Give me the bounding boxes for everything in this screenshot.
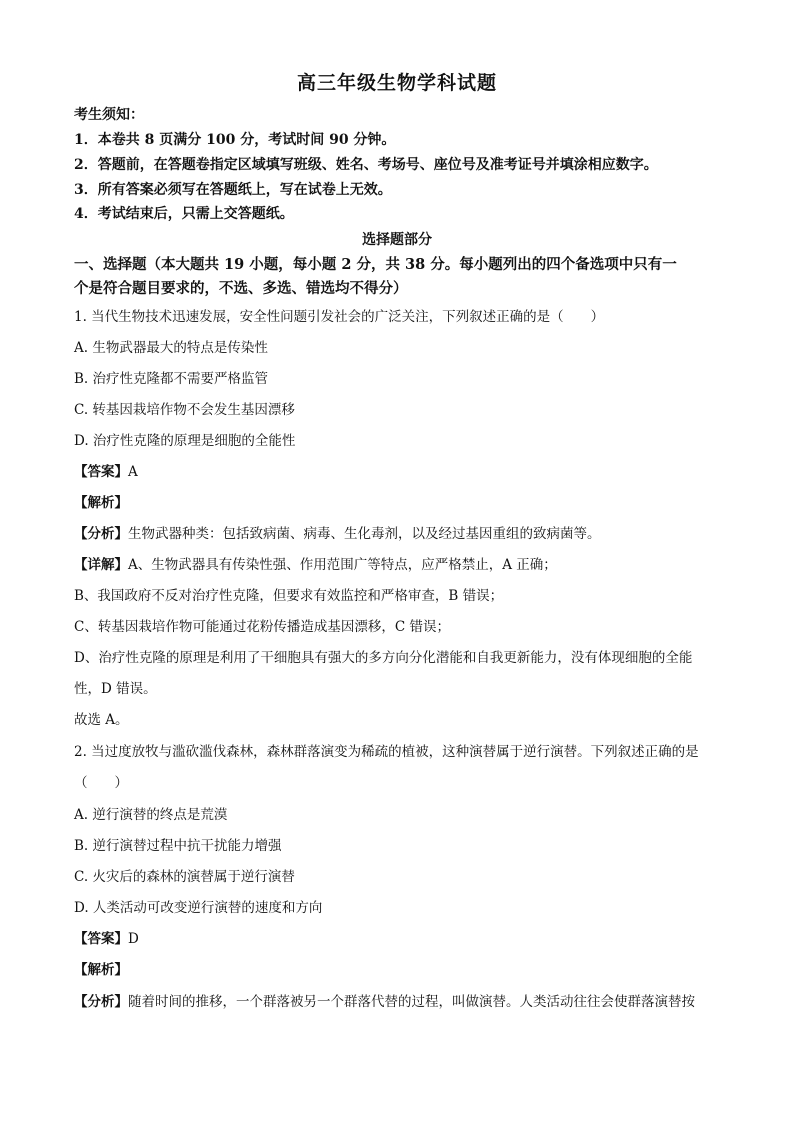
q2-stem-line-1: 2. 当过度放牧与滥砍滥伐森林，森林群落演变为稀疏的植被，这种演替属于逆行演替。下列叙述正确的是 xyxy=(74,744,699,760)
q2-option-d: D. 人类活动可改变逆行演替的速度和方向 xyxy=(74,900,323,916)
answer-value: D xyxy=(128,931,139,947)
fenxi-tag: 【分析】 xyxy=(74,526,128,542)
q1-option-a: A. 生物武器最大的特点是传染性 xyxy=(74,340,268,356)
page-title: 高三年级生物学科试题 xyxy=(296,72,497,94)
q2-option-c: C. 火灾后的森林的演替属于逆行演替 xyxy=(74,869,295,885)
notice-item-4: 4．考试结束后，只需上交答题纸。 xyxy=(74,206,294,222)
notice-item-1: 1．本卷共 8 页满分 100 分，考试时间 90 分钟。 xyxy=(74,132,396,148)
q2-fenxi xyxy=(74,990,734,1014)
xiangjie-tag: 【详解】 xyxy=(74,557,128,573)
analysis-tag: 【解析】 xyxy=(74,495,128,511)
q2-option-b: B. 逆行演替过程中抗干扰能力增强 xyxy=(74,838,282,854)
answer-tag: 【答案】 xyxy=(74,464,128,480)
part-heading-line-1: 一、选择题（本大题共 19 小题，每小题 2 分，共 38 分。每小题列出的四个备选项中只有一 xyxy=(74,256,677,273)
q1-xiangjie xyxy=(74,553,734,577)
notice-header: 考生须知： xyxy=(74,107,144,123)
fenxi-text: 生物武器种类：包括致病菌、病毒、生化毒剂，以及经过基因重组的致病菌等。 xyxy=(128,526,601,542)
fenxi-text: 随着时间的推移，一个群落被另一个群落代替的过程，叫做演替。人类活动往往会使群落演替按 xyxy=(128,994,695,1010)
fenxi-tag: 【分析】 xyxy=(74,994,128,1010)
q1-option-d: D. 治疗性克隆的原理是细胞的全能性 xyxy=(74,433,296,449)
q2-option-a: A. 逆行演替的终点是荒漠 xyxy=(74,807,228,823)
answer-tag: 【答案】 xyxy=(74,931,128,947)
q1-detail-d: D、治疗性克隆的原理是利用了干细胞具有强大的多方向分化潜能和自我更新能力，没有体现细胞的全能 xyxy=(74,650,693,666)
xiangjie-text: A、生物武器具有传染性强、作用范围广等特点，应严格禁止，A 正确； xyxy=(128,557,557,573)
q1-answer xyxy=(74,460,734,484)
q1-detail-b: B、我国政府不反对治疗性克隆，但要求有效监控和严格审查，B 错误； xyxy=(74,588,504,604)
q1-conclusion: 故选 A。 xyxy=(74,712,129,728)
section-title: 选择题部分 xyxy=(362,232,432,248)
q2-answer xyxy=(74,927,734,951)
q1-fenxi xyxy=(74,522,734,546)
q1-option-b: B. 治疗性克隆都不需要严格监管 xyxy=(74,371,269,387)
analysis-tag: 【解析】 xyxy=(74,962,128,978)
part-heading-line-2: 个是符合题目要求的，不选、多选、错选均不得分） xyxy=(74,280,408,297)
q1-stem: 1. 当代生物技术迅速发展，安全性问题引发社会的广泛关注，下列叙述正确的是（ ） xyxy=(74,309,605,325)
notice-item-3: 3．所有答案必须写在答题纸上，写在试卷上无效。 xyxy=(74,182,392,198)
q2-stem-line-2: （ ） xyxy=(74,775,128,791)
notice-item-2: 2．答题前，在答题卷指定区域填写班级、姓名、考场号、座位号及准考证号并填涂相应数字。 xyxy=(74,157,658,173)
q1-detail-c: C、转基因栽培作物可能通过花粉传播造成基因漂移，C 错误； xyxy=(74,619,450,635)
q1-option-c: C. 转基因栽培作物不会发生基因漂移 xyxy=(74,402,295,418)
q1-detail-d-cont: 性，D 错误。 xyxy=(74,681,157,697)
q2-analysis-tag xyxy=(74,958,734,982)
answer-value: A xyxy=(128,464,138,480)
q1-analysis-tag xyxy=(74,491,734,515)
